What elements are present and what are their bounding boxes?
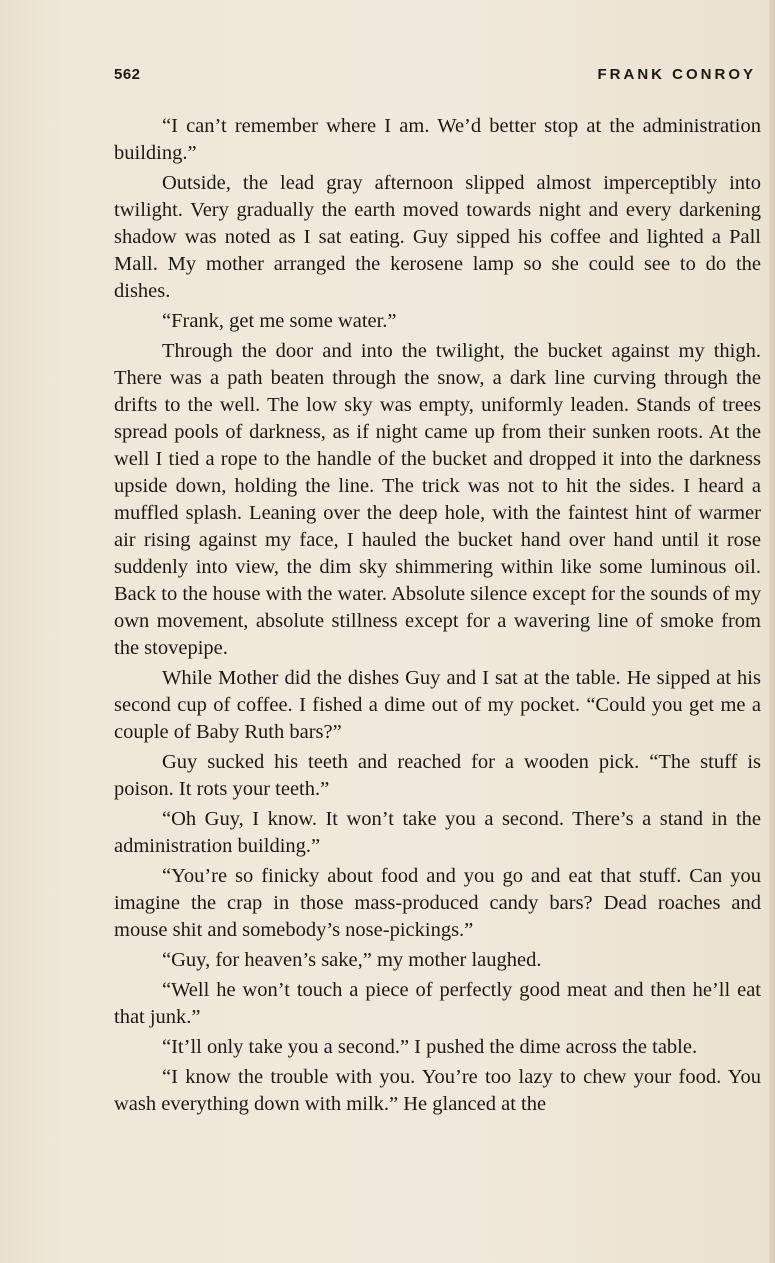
paragraph: “Oh Guy, I know. It won’t take you a second. There’s a stand in the administration building.”: [114, 808, 761, 857]
paragraph: “Frank, get me some water.”: [162, 310, 397, 332]
paragraph: “It’ll only take you a second.” I pushed the dime across the table.: [162, 1036, 698, 1058]
paragraph: Guy sucked his teeth and reached for a wooden pick. “The stuff is poison. It rots your teeth.”: [114, 751, 761, 800]
paragraph: “I know the trouble with you. You’re too lazy to chew your food. You wash everything down with milk.” He glanced at the: [114, 1066, 761, 1115]
page-number: 562: [114, 66, 141, 83]
paragraph: “You’re so finicky about food and you go and eat that stuff. Can you imagine the crap in those mass-produced candy bars? Dead roaches and mouse shit and somebody’s nose-pickings.”: [114, 865, 761, 941]
paragraph: Through the door and into the twilight, the bucket against my thigh. There was a path beaten through the snow, a dark line curving through the drifts to the well. The low sky was empty, uniformly leaden. Stands of trees spread pools of darkness, as if night came up from their sunken roots. At the well I tied a rope to the handle of the bucket and dropped it into the darkness upside down, holding the line. The trick was not to hit the sides. I heard a muffled splash. Leaning over the deep hole, with the faintest hint of warmer air rising against my face, I hauled the bucket hand over hand until it rose suddenly into view, the dim sky shimmering within like some luminous oil. Back to the house with the water. Absolute silence except for the sounds of my own movement, absolute stillness except for a wavering line of smoke from the stovepipe.: [114, 340, 761, 659]
paragraph: Outside, the lead gray afternoon slipped almost imperceptibly into twilight. Very gradually the earth moved towards night and every darkening shadow was noted as I sat eating. Guy sipped his coffee and lighted a Pall Mall. My mother arranged the kerosene lamp so she could see to do the dishes.: [114, 172, 761, 302]
page-header: [114, 66, 756, 90]
body-text: [114, 113, 761, 1121]
page-edge: [769, 0, 775, 1263]
paragraph: “Guy, for heaven’s sake,” my mother laughed.: [162, 949, 542, 971]
paragraph: “Well he won’t touch a piece of perfectly good meat and then he’ll eat that junk.”: [114, 979, 761, 1028]
paragraph: While Mother did the dishes Guy and I sat at the table. He sipped at his second cup of coffee. I fished a dime out of my pocket. “Could you get me a couple of Baby Ruth bars?”: [114, 667, 761, 743]
paragraph: “I can’t remember where I am. We’d better stop at the administration building.”: [114, 115, 761, 164]
running-head: FRANK CONROY: [597, 66, 756, 83]
